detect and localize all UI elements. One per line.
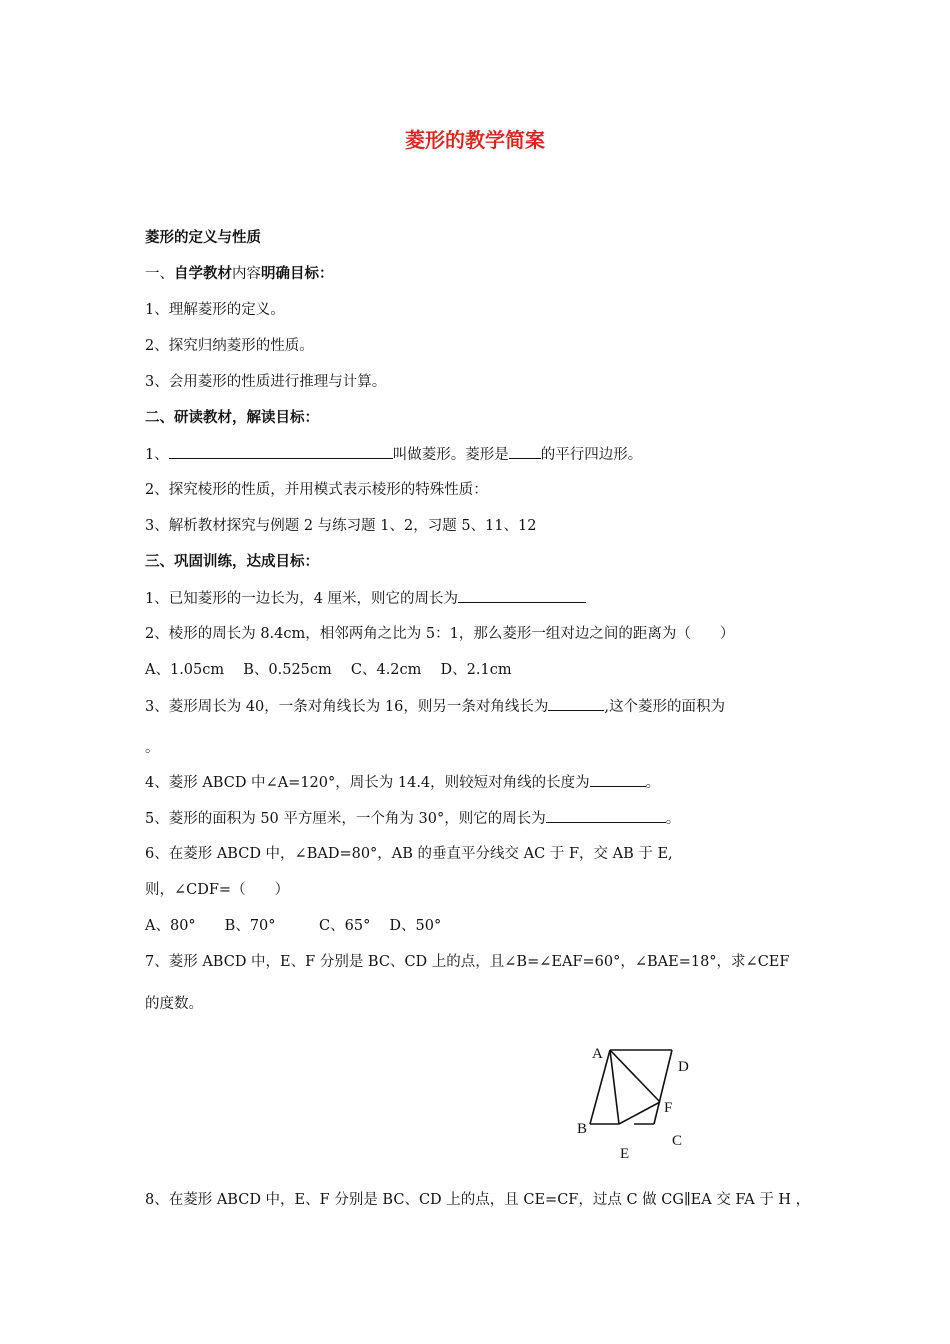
part3-question-3-end: 。 [145,740,160,756]
rhombus-diagram [570,1040,700,1170]
part1-item-3: 3、会用菱形的性质进行推理与计算。 [145,374,387,390]
part3-question-7-cont: 的度数。 [145,996,203,1012]
part2-question-3: 3、解析教材探究与例题 2 与练习题 1、2，习题 5、11、12 [145,518,537,534]
segment-ef [619,1102,660,1124]
label-a: A [592,1046,603,1062]
label-e: E [620,1146,630,1162]
part3-heading: 三、巩固训练，达成目标： [145,554,319,570]
segment-ae [610,1050,619,1124]
part2-heading: 二、研读教材，解读目标： [145,410,319,426]
answer-blank[interactable] [169,444,393,459]
answer-blank[interactable] [548,696,604,711]
page-title: 菱形的教学简案 [405,128,545,152]
answer-blank[interactable] [590,772,646,787]
segment-af [610,1050,660,1102]
label-b: B [577,1121,588,1137]
part3-question-7: 7、菱形 ABCD 中，E、F 分别是 BC、CD 上的点，且∠B=∠EAF=60°，∠BAE=18°，求∠CEF [145,954,790,970]
part3-question-6: 6、在菱形 ABCD 中，∠BAD=80°，AB 的垂直平分线交 AC 于 F，交 AB 于 E, [145,846,673,862]
label-c: C [672,1133,683,1149]
part3-question-6-cont: 则，∠CDF=（ ） [145,882,290,898]
rhombus-figure [570,1040,700,1170]
part2-question-1: 1、 叫做菱形。菱形是 的平行四边形。 [145,444,642,465]
part1-heading: 一、自学教材内容明确目标： [145,266,334,282]
answer-blank[interactable] [509,444,541,459]
part3-question-6-options: A、80° B、70° C、65° D、50° [145,918,442,934]
part3-question-2-options: A、1.05cm B、0.525cm C、4.2cm D、2.1cm [145,662,512,678]
part3-question-8: 8、在菱形 ABCD 中，E、F 分别是 BC、CD 上的点，且 CE=CF，过点 C 做 CG∥EA 交 FA 于 H ， [145,1192,811,1208]
part2-question-2: 2、探究棱形的性质，并用模式表示棱形的特殊性质： [145,482,488,498]
label-d: D [678,1059,689,1075]
part3-question-3: 3、菱形周长为 40，一条对角线长为 16，则另一条对角线长为 ,这个菱形的面积为 [145,696,725,717]
section-heading: 菱形的定义与性质 [145,230,261,246]
part3-question-2: 2、棱形的周长为 8.4cm，相邻两角之比为 5：1，那么菱形一组对边之间的距离为（ ） [145,626,735,642]
part3-question-4: 4、菱形 ABCD 中∠A=120°，周长为 14.4，则较短对角线的长度为 。 [145,772,660,793]
part1-item-1: 1、理解菱形的定义。 [145,302,285,318]
label-f: F [664,1100,673,1116]
part1-item-2: 2、探究归纳菱形的性质。 [145,338,314,354]
part3-question-5: 5、菱形的面积为 50 平方厘米，一个角为 30°，则它的周长为 。 [145,808,680,829]
answer-blank[interactable] [458,588,586,603]
part3-question-1: 1、已知菱形的一边长为，4 厘米，则它的周长为 [145,588,586,609]
answer-blank[interactable] [546,808,666,823]
